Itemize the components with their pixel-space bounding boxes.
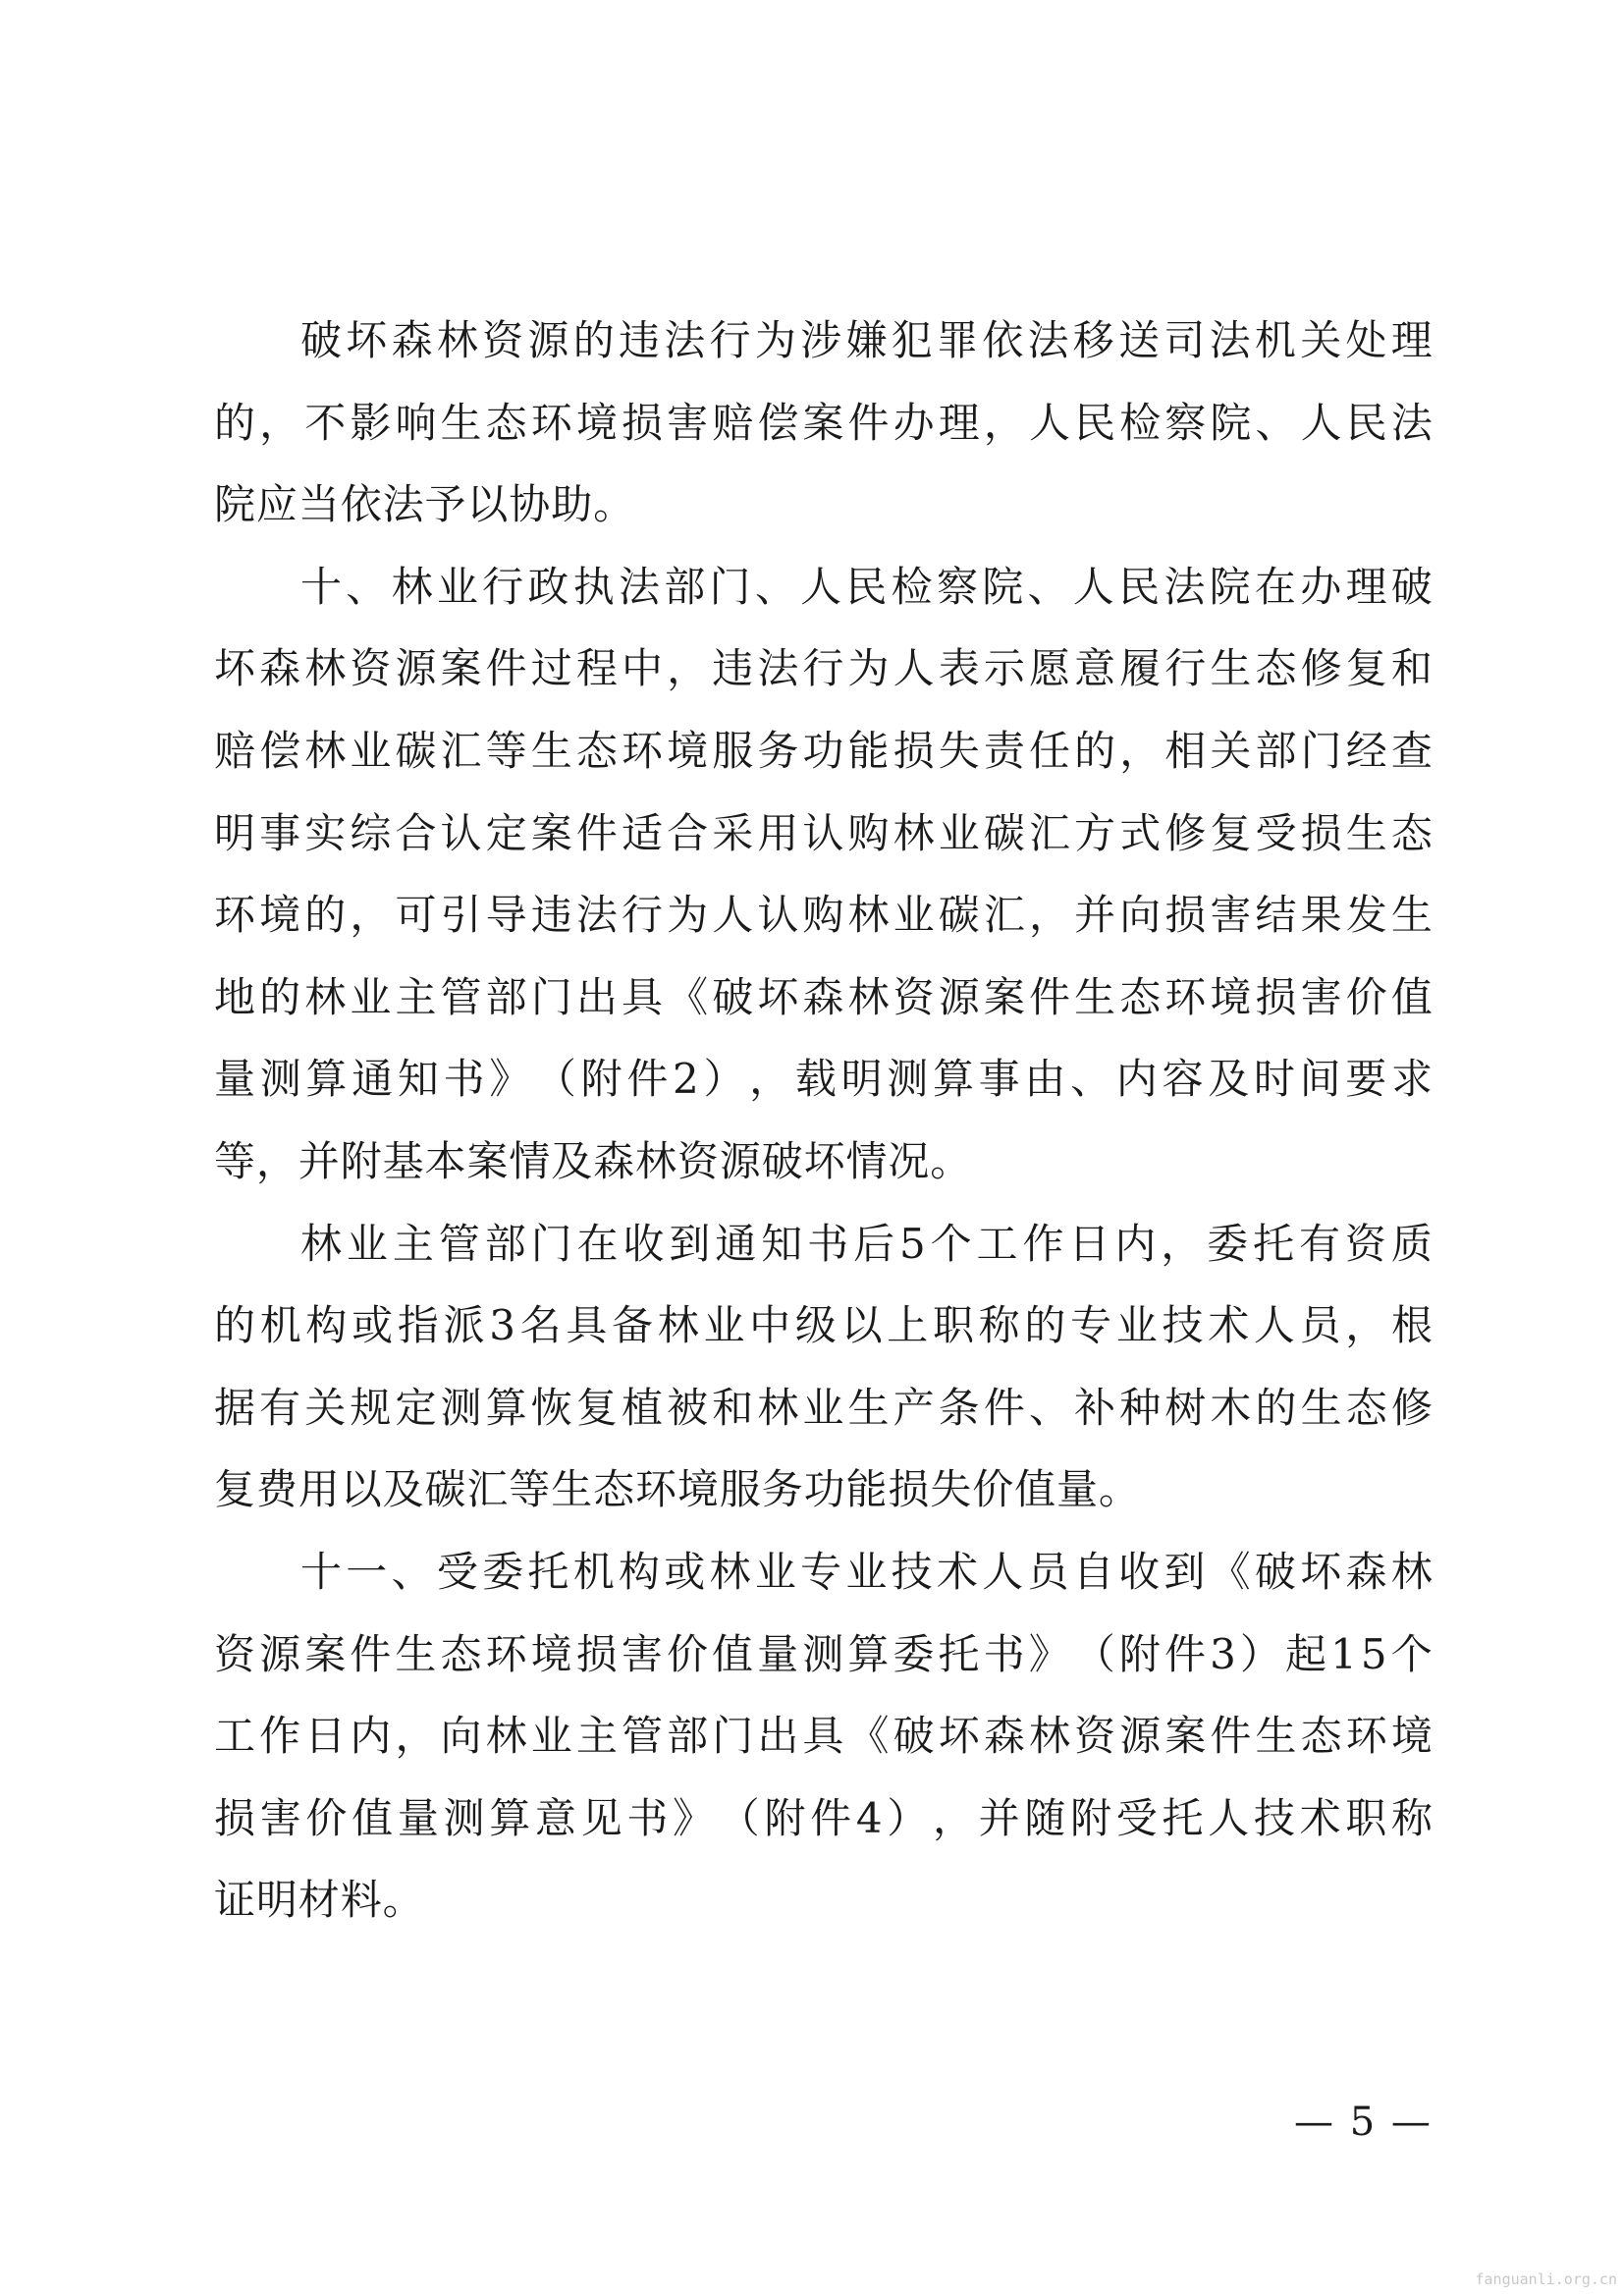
paragraph-line: 环 境 的 ， 可 引 导 违 法 行 为 人 认 购 林 业 碳 汇 ， 并 向 损 害 结 果 发 生 [214,891,1434,940]
paragraph-line: 的 ， 不 影 响 生 态 环 境 损 害 赔 偿 案 件 办 理 ， 人 民 检 察 院 、 人 民 法 [214,398,1434,447]
watermark: fanguanli.org.cn [1475,2270,1617,2288]
paragraph-line: 证明材料。 [214,1876,425,1925]
paragraph-line: 林 业 主 管 部 门 在 收 到 通 知 书 后 5 个 工 作 日 内 ， 委 托 有 资 质 [300,1219,1434,1268]
paragraph-line: 工 作 日 内 ， 向 林 业 主 管 部 门 出 具 《 破 坏 森 林 资 源 案 件 生 态 环 境 [214,1712,1434,1761]
paragraph-line: 坏 森 林 资 源 案 件 过 程 中 ， 违 法 行 为 人 表 示 愿 意 履 行 生 态 修 复 和 [214,644,1434,693]
paragraph-line: 地 的 林 业 主 管 部 门 出 具 《 破 坏 森 林 资 源 案 件 生 态 环 境 损 害 价 值 [214,972,1434,1021]
paragraph-line: 损 害 价 值 量 测 算 意 见 书 》 （ 附 件 4 ） ， 并 随 附 受 托 人 技 术 职 称 [214,1793,1434,1842]
paragraph-line: 量 测 算 通 知 书 》 （ 附 件 2 ） ， 载 明 测 算 事 由 、 内 容 及 时 间 要 求 [214,1055,1434,1104]
paragraph-line: 十 、 林 业 行 政 执 法 部 门 、 人 民 检 察 院 、 人 民 法 院 在 办 理 破 [300,562,1434,611]
paragraph-line: 等，并附基本案情及森林资源破坏情况。 [214,1136,973,1185]
paragraph-line: 破 坏 森 林 资 源 的 违 法 行 为 涉 嫌 犯 罪 依 法 移 送 司 法 机 关 处 理 [300,316,1434,364]
paragraph-line: 据 有 关 规 定 测 算 恢 复 植 被 和 林 业 生 产 条 件 、 补 种 树 木 的 生 态 修 [214,1383,1434,1432]
body-text [214,300,1434,1941]
paragraph-line: 院应当依法予以协助。 [214,480,636,529]
paragraph-line: 复费用以及碳汇等生态环境服务功能损失价值量。 [214,1465,1141,1514]
paragraph-line: 的 机 构 或 指 派 3 名 具 备 林 业 中 级 以 上 职 称 的 专 业 技 术 人 员 ， 根 [214,1301,1434,1350]
page-number: — 5 — [1294,2100,1433,2145]
paragraph-line: 明 事 实 综 合 认 定 案 件 适 合 采 用 认 购 林 业 碳 汇 方 式 修 复 受 损 生 态 [214,808,1434,857]
paragraph-line: 十 一 、 受 委 托 机 构 或 林 业 专 业 技 术 人 员 自 收 到 《 破 坏 森 林 [300,1547,1434,1596]
paragraph-line: 资 源 案 件 生 态 环 境 损 害 价 值 量 测 算 委 托 书 》 （ 附 件 3 ） 起 1 5 个 [214,1629,1434,1678]
paragraph-line: 赔 偿 林 业 碳 汇 等 生 态 环 境 服 务 功 能 损 失 责 任 的 ， 相 关 部 门 经 查 [214,726,1434,775]
